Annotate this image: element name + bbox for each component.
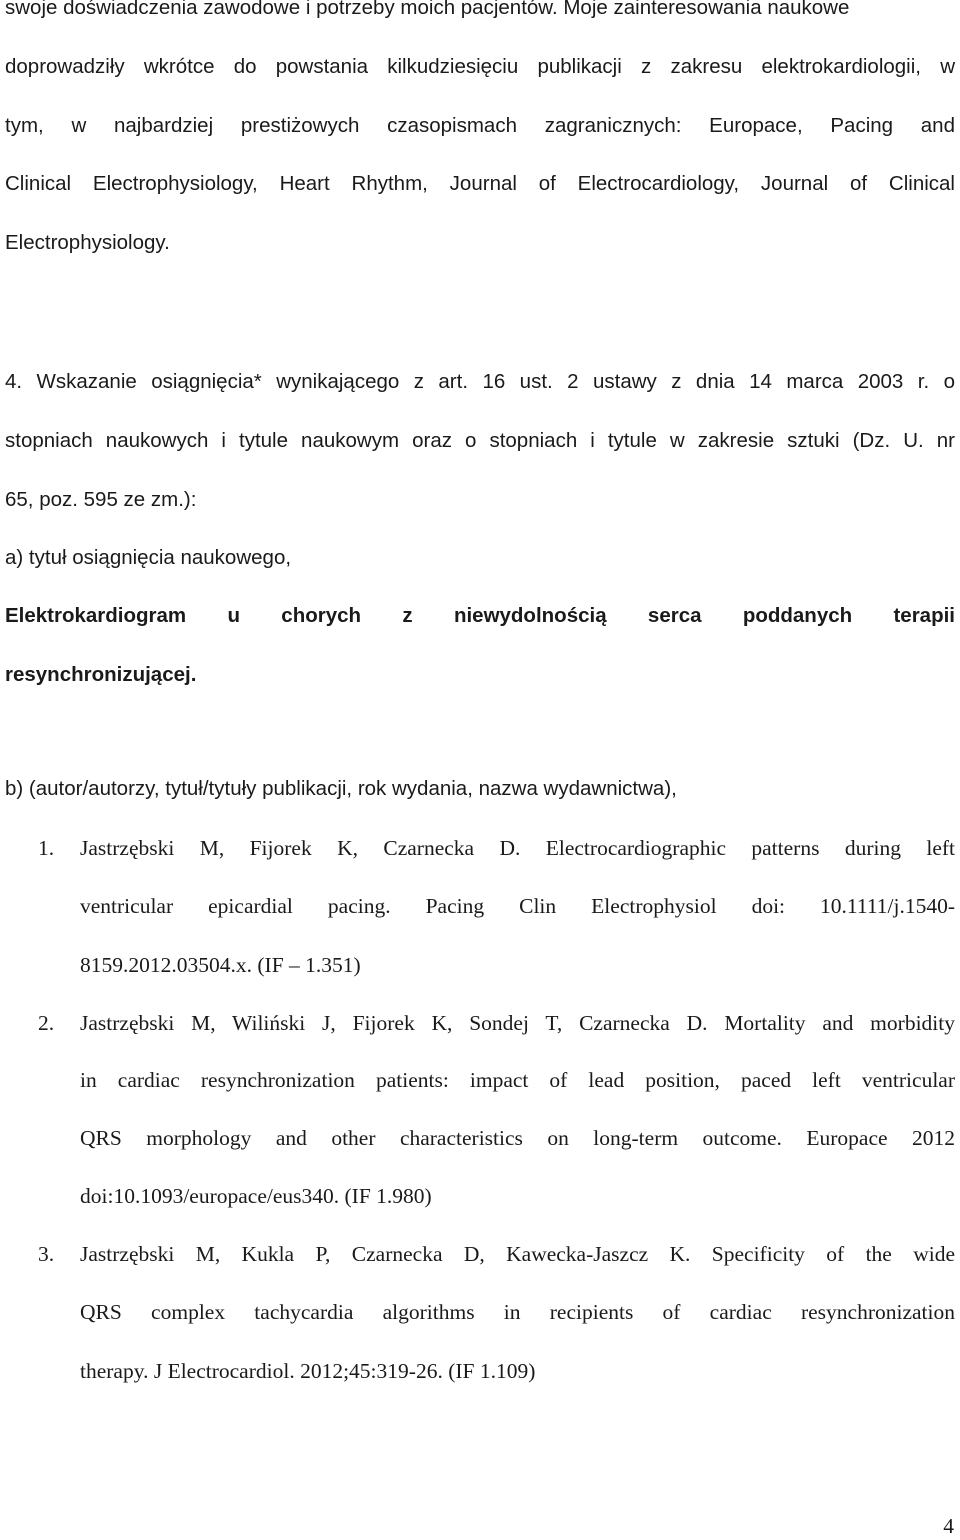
intro-line-3: tym, w najbardziej prestiżowych czasopismach zagranicznych: Europace, Pacing and [5,114,955,137]
publication-number: 1. [38,836,55,860]
section4-heading-line-2: stopniach naukowych i tytule naukowym oraz o stopniach i tytule w zakresie sztuki (Dz. U. nr [5,429,955,452]
publication-line: doi:10.1093/europace/eus340. (IF 1.980) [80,1184,432,1208]
publication-line: 8159.2012.03504.x. (IF – 1.351) [80,953,361,977]
intro-line-4: Clinical Electrophysiology, Heart Rhythm, Journal of Electrocardiology, Journal of Clinical [5,172,955,195]
publication-number: 2. [38,1011,55,1035]
achievement-title-line-1: Elektrokardiogram u chorych z niewydolnością serca poddanych terapii [5,604,955,627]
publication-line: QRS complex tachycardia algorithms in recipients of cardiac resynchronization [80,1300,955,1324]
page-number: 4 [943,1514,954,1538]
item-b-label: b) (autor/autorzy, tytuł/tytuły publikacji, rok wydania, nazwa wydawnictwa), [5,777,677,800]
publication-line: in cardiac resynchronization patients: impact of lead position, paced left ventricular [80,1068,955,1092]
publication-line: QRS morphology and other characteristics on long-term outcome. Europace 2012 [80,1126,955,1150]
publication-line: Jastrzębski M, Fijorek K, Czarnecka D. Electrocardiographic patterns during left [80,836,955,860]
intro-line-5: Electrophysiology. [5,231,170,254]
intro-line-1: swoje doświadczenia zawodowe i potrzeby moich pacjentów. Moje zainteresowania naukowe [5,0,850,19]
item-a-label: a) tytuł osiągnięcia naukowego, [5,546,292,569]
achievement-title-line-2: resynchronizującej. [5,663,197,686]
publication-line: Jastrzębski M, Kukla P, Czarnecka D, Kawecka-Jaszcz K. Specificity of the wide [80,1242,955,1266]
section4-heading-line-3: 65, poz. 595 ze zm.): [5,488,197,511]
publication-line: Jastrzębski M, Wiliński J, Fijorek K, Sondej T, Czarnecka D. Mortality and morbidity [80,1011,955,1035]
intro-line-2: doprowadziły wkrótce do powstania kilkudziesięciu publikacji z zakresu elektrokardiologii, w [5,55,955,78]
publication-line: ventricular epicardial pacing. Pacing Clin Electrophysiol doi: 10.1111/j.1540- [80,894,955,918]
publication-number: 3. [38,1242,55,1266]
section4-heading-line-1: 4. Wskazanie osiągnięcia* wynikającego z art. 16 ust. 2 ustawy z dnia 14 marca 2003 r. o [5,370,955,393]
publication-line: therapy. J Electrocardiol. 2012;45:319-26. (IF 1.109) [80,1359,536,1383]
